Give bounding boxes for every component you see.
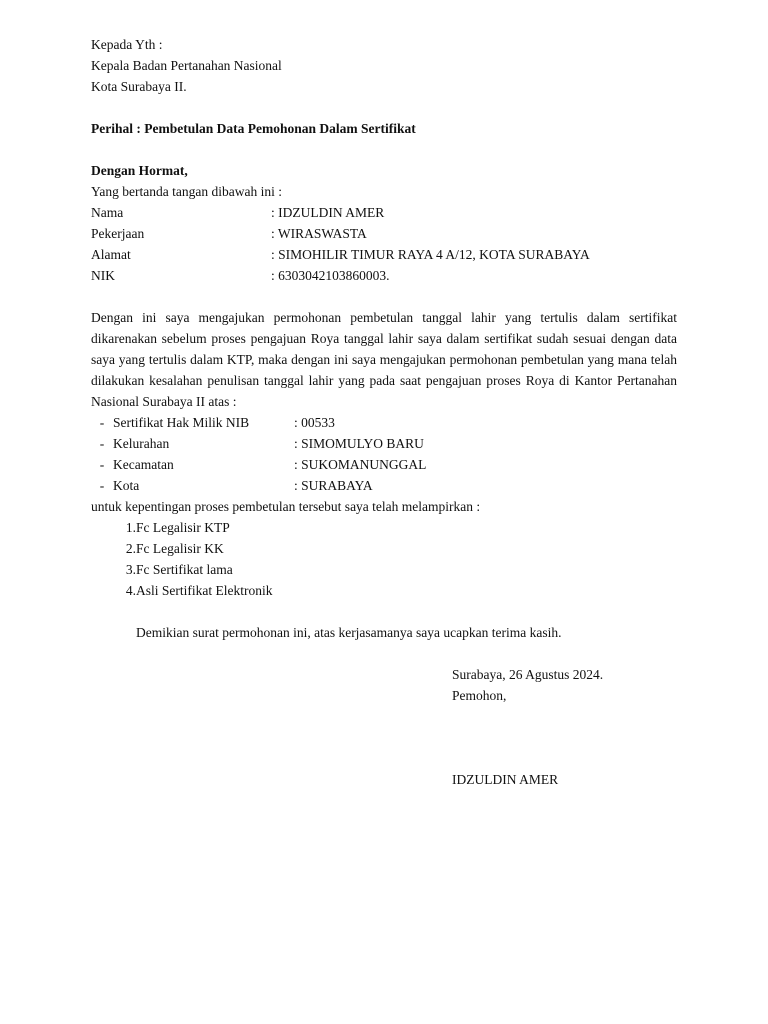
property-value: : SIMOMULYO BARU [294, 436, 424, 451]
bullet-dash: - [99, 415, 105, 430]
field-label: Alamat [91, 247, 131, 262]
attachment-number: 2. [125, 541, 136, 556]
recipient-line-2: Kepala Badan Pertanahan Nasional [91, 58, 282, 73]
attachment-item [91, 517, 677, 538]
attachment-item [91, 580, 677, 601]
bullet-dash: - [99, 436, 105, 451]
subject-line: Perihal : Pembetulan Data Pemohonan Dalam Sertifikat [91, 121, 416, 136]
field-value: : WIRASWASTA [271, 226, 367, 241]
field-label: NIK [91, 268, 115, 283]
field-value: : 6303042103860003. [271, 268, 390, 283]
bullet-dash: - [99, 478, 105, 493]
signature-role: Pemohon, [452, 688, 507, 703]
property-value: : 00533 [294, 415, 335, 430]
attachment-text: Asli Sertifikat Elektronik [136, 583, 273, 598]
applicant-nik-row [91, 265, 677, 286]
attachment-number: 3. [125, 562, 136, 577]
applicant-name-row [91, 202, 677, 223]
property-row [91, 412, 677, 433]
bullet-dash: - [99, 457, 105, 472]
field-value: : IDZULDIN AMER [271, 205, 385, 220]
applicant-job-row [91, 223, 677, 244]
attachment-number: 4. [125, 583, 136, 598]
recipient-line-3: Kota Surabaya II. [91, 79, 187, 94]
attachments-intro: untuk kepentingan proses pembetulan tersebut saya telah melampirkan : [91, 499, 481, 514]
field-value: : SIMOHILIR TIMUR RAYA 4 A/12, KOTA SURABAYA [271, 247, 590, 262]
property-row [91, 433, 677, 454]
property-value: : SUKOMANUNGGAL [294, 457, 427, 472]
intro-line: Yang bertanda tangan dibawah ini : [91, 184, 282, 199]
property-row [91, 454, 677, 475]
applicant-address-row [91, 244, 677, 265]
property-label: Kelurahan [113, 436, 170, 451]
property-label: Sertifikat Hak Milik NIB [113, 415, 250, 430]
property-row [91, 475, 677, 496]
signature-place-date: Surabaya, 26 Agustus 2024. [452, 667, 604, 682]
field-label: Pekerjaan [91, 226, 145, 241]
letter [91, 34, 677, 794]
attachment-text: Fc Sertifikat lama [136, 562, 233, 577]
attachment-item [91, 538, 677, 559]
attachment-number: 1. [125, 520, 136, 535]
property-label: Kota [113, 478, 140, 493]
property-label: Kecamatan [113, 457, 174, 472]
body-paragraph: Dengan ini saya mengajukan permohonan pembetulan tanggal lahir yang tertulis dalam sertifikat dikarenakan sebelum proses pengajuan Roya tanggal lahir saya dalam sertifikat sudah sesuai dengan data saya yang tertulis dalam KTP, maka dengan ini saya mengajukan permohonan pembetulan yang mana telah dilakukan kesalahan penulisan tanggal lahir yang pada saat pengajuan proses Roya di Kantor Pertanahan Nasional Surabaya II atas : [91, 310, 677, 409]
signature-name: IDZULDIN AMER [452, 772, 559, 787]
salutation: Dengan Hormat, [91, 163, 188, 178]
attachment-text: Fc Legalisir KK [136, 541, 224, 556]
attachment-item [91, 559, 677, 580]
recipient-line-1: Kepada Yth : [91, 37, 163, 52]
attachment-text: Fc Legalisir KTP [136, 520, 230, 535]
property-value: : SURABAYA [294, 478, 373, 493]
closing-line: Demikian surat permohonan ini, atas kerjasamanya saya ucapkan terima kasih. [136, 625, 562, 640]
field-label: Nama [91, 205, 124, 220]
